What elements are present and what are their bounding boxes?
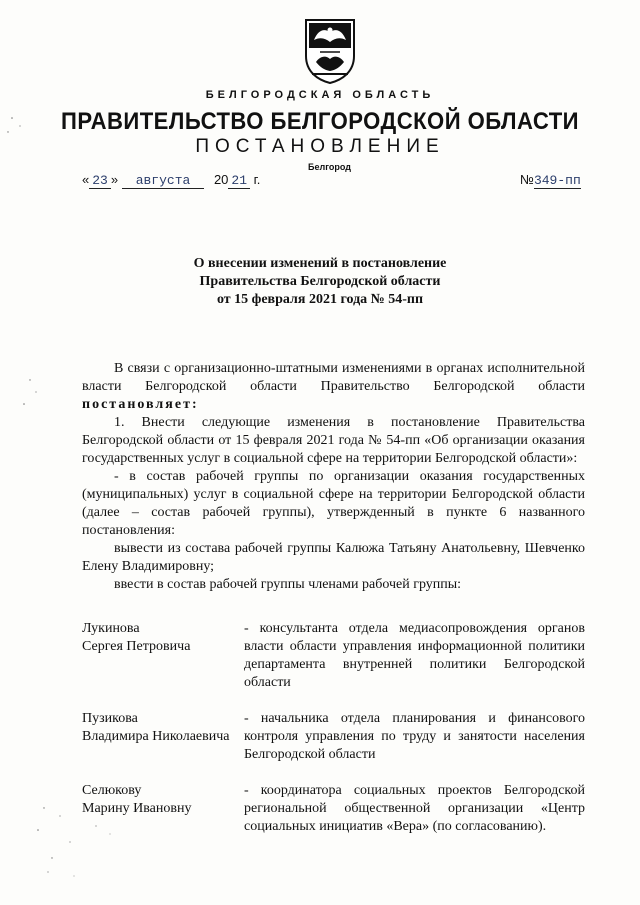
document-type: ПОСТАНОВЛЕНИЕ [195, 136, 445, 157]
working-group-paragraph: - в состав рабочей группы по организации оказания государственных (муниципальных) услуг в социальной сфере на территории Белгородской области (далее – состав рабочей группы), утвержденный в пункте 6 названного постановления: [82, 469, 585, 538]
resolves-word: постановляет: [82, 397, 199, 412]
member-role: - координатора социальных проектов Белгородской региональной общественной организации «Центр социальных инициатив «Вера» (по согласованию). [244, 783, 585, 834]
date-day: 23 [89, 173, 111, 189]
remove-members-paragraph: вывести из состава рабочей группы Калюжа Татьяну Анатольевну, Шевченко Елену Владимировну; [82, 541, 585, 574]
member-entry [82, 620, 585, 692]
member-entry [82, 710, 585, 764]
government-title: ПРАВИТЕЛЬСТВО БЕЛГОРОДСКОЙ ОБЛАСТИ [61, 108, 579, 135]
members-list [82, 620, 585, 854]
preamble-paragraph: В связи с организационно-штатными изменениями в органах исполнительной власти Белгородской области Правительство Белгородской области постановляет: [82, 361, 585, 412]
date-year-prefix: 20 [213, 172, 229, 187]
number-value: 349-пп [533, 173, 581, 188]
member-role: - консультанта отдела медиасопровождения органов власти области управления информационной политики департамента внутренней политики Белгородской области [244, 621, 585, 690]
member-role: - начальника отдела планирования и финансового контроля управления по труду и занятости населения Белгородской области [244, 711, 585, 762]
date-year-mark: г. [253, 172, 261, 187]
date-open-quote: « [82, 172, 90, 187]
city-name: Белгород [308, 162, 351, 172]
decree-subject [120, 255, 520, 309]
date-year-suffix: 21 [228, 173, 250, 189]
member-entry [82, 782, 585, 836]
region-name: БЕЛГОРОДСКАЯ ОБЛАСТЬ [205, 89, 435, 101]
item-1-paragraph: 1. Внести следующие изменения в постановление Правительства Белгородской области от 15 февраля 2021 года № 54-пп «Об организации оказания государственных услуг в социальной сфере на территории Белгородской области»: [82, 415, 585, 466]
member-name: Пузикова Владимира Николаевича [82, 711, 230, 744]
member-name: Селюкову Марину Ивановну [82, 783, 192, 816]
subject-line: О внесении изменений в постановление [193, 256, 447, 271]
date-close-quote: » [110, 172, 119, 187]
coat-of-arms-icon [302, 18, 358, 84]
decree-date [82, 172, 260, 188]
date-month: августа [122, 173, 205, 189]
subject-line: Правительства Белгородской области [199, 274, 441, 289]
decree-number [520, 172, 581, 188]
add-members-paragraph: ввести в состав рабочей группы членами рабочей группы: [114, 577, 462, 592]
decree-body [82, 360, 585, 594]
subject-line: от 15 февраля 2021 года № 54-пп [216, 292, 424, 307]
member-name: Лукинова Сергея Петровича [82, 621, 191, 654]
number-prefix: № [520, 172, 534, 187]
